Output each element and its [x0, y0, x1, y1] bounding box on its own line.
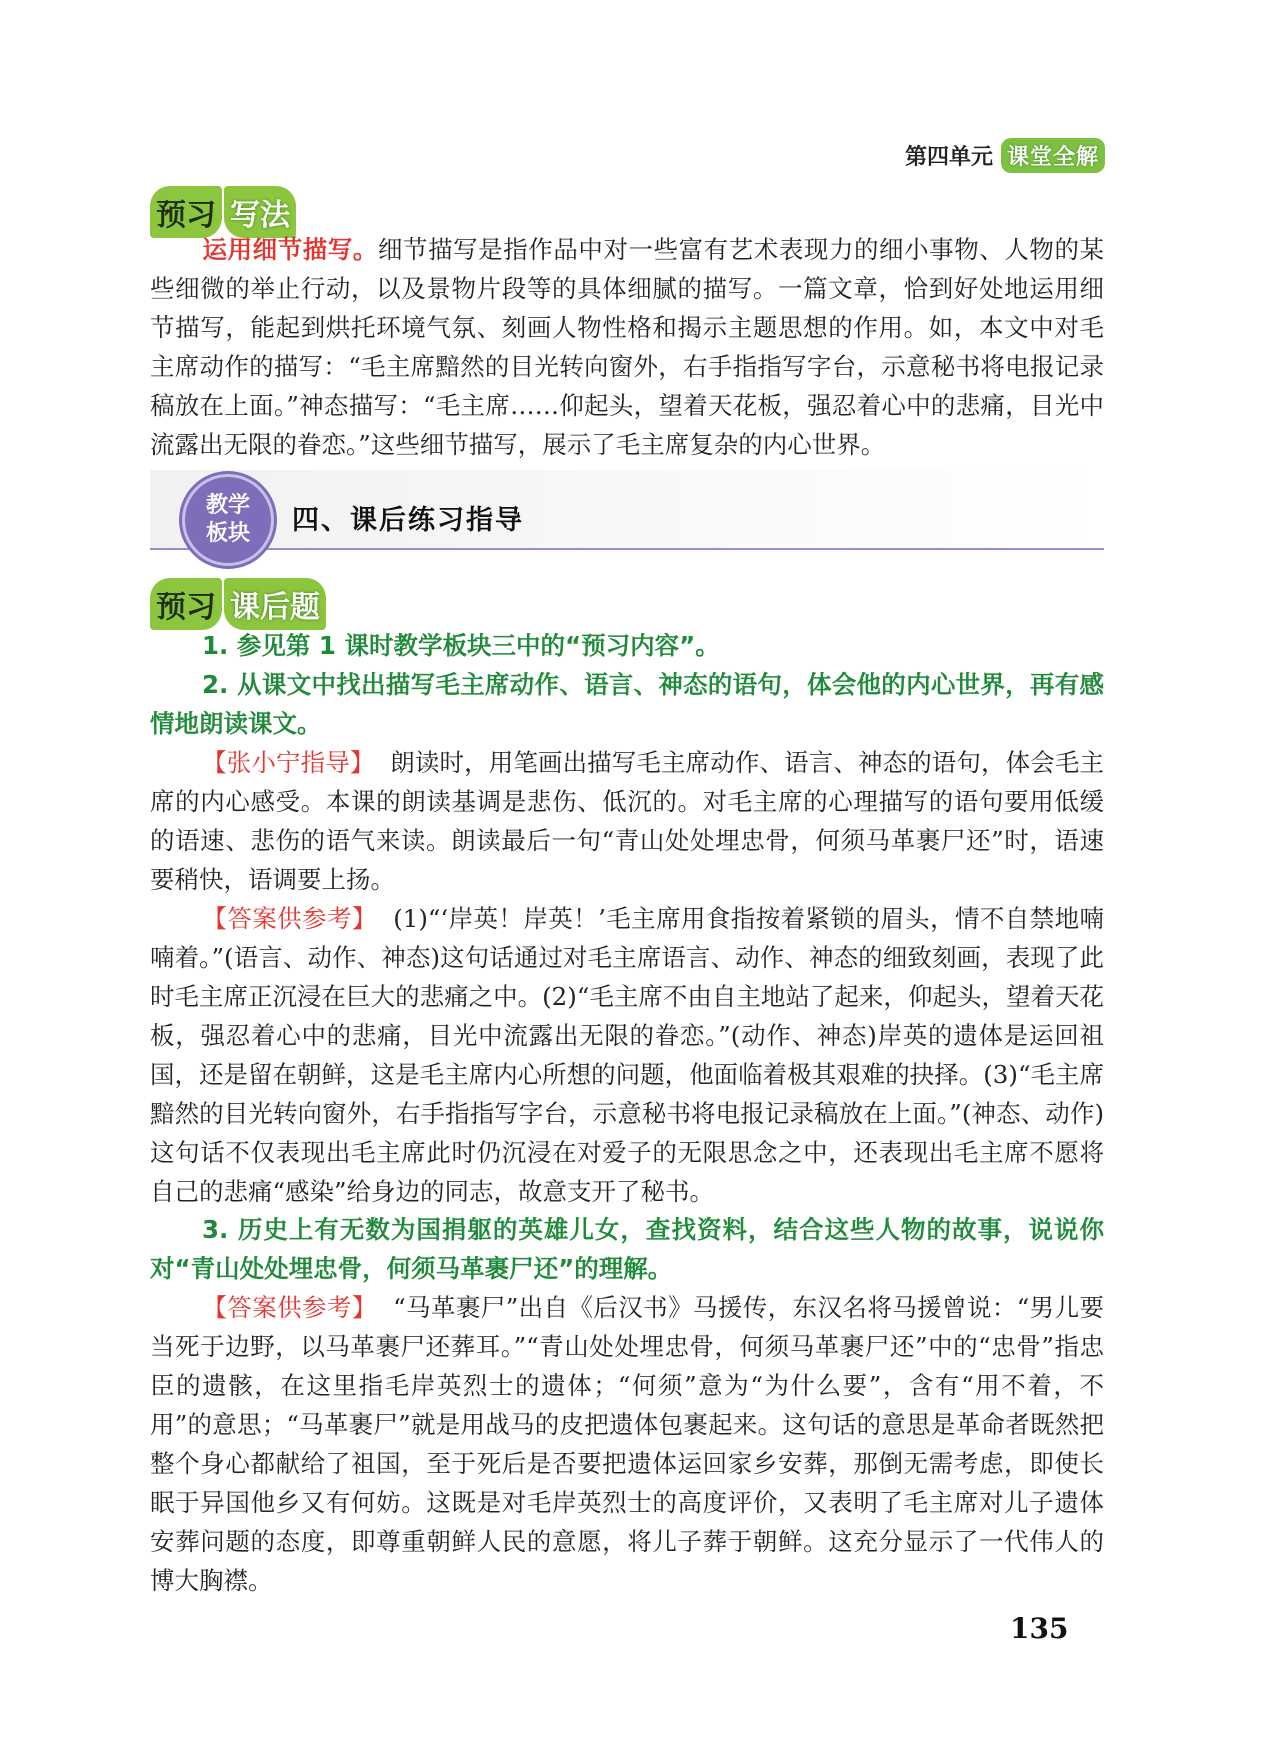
- question-3: 3. 历史上有无数为国捐躯的英雄儿女，查找资料，结合这些人物的故事，说说你对“青山处处埋忠骨，何须马革裹尸还”的理解。: [150, 1215, 1104, 1283]
- guide-tag: 【张小宁指导】: [202, 748, 375, 777]
- answer-3-text: “马革裹尸”出自《后汉书》马援传，东汉名将马援曾说：“男儿要当死于边野，以马革裹尸还葬耳。”“青山处处埋忠骨，何须马革裹尸还”中的“忠骨”指忠臣的遗骸，在这里指毛岸英烈士的遗体；“何须”意为“为什么要”，含有“用不着，不用”的意思；“马革裹尸”就是用战马的皮把遗体包裹起来。这句话的意思是革命者既然把整个身心都献给了祖国，至于死后是否要把遗体运回家乡安葬，那倒无需考虑，即使长眠于异国他乡又有何妨。这既是对毛岸英烈士的高度评价，又表明了毛主席对儿子遗体安葬问题的态度，即尊重朝鲜人民的意愿，将儿子葬于朝鲜。这充分显示了一代伟人的博大胸襟。: [150, 1293, 1104, 1595]
- question-1: 1. 参见第 1 课时教学板块三中的“预习内容”。: [202, 631, 720, 660]
- answer-2-paragraph: [150, 899, 1104, 1211]
- writing-paragraph: [150, 230, 1104, 464]
- unit-label: 第四单元: [905, 145, 994, 170]
- writing-body: 细节描写是指作品中对一些富有艺术表现力的细小事物、人物的某些细微的举止行动，以及景物片段等的具体细腻的描写。一篇文章，恰到好处地运用细节描写，能起到烘托环境气氛、刻画人物性格和揭示主题思想的作用。如，本文中对毛主席动作的描写：“毛主席黯然的目光转向窗外，右手指指写字台，示意秘书将电报记录稿放在上面。”神态描写：“毛主席……仰起头，望着天花板，强忍着心中的悲痛，目光中流露出无限的眷恋。”这些细节描写，展示了毛主席复杂的内心世界。: [150, 235, 1105, 459]
- section-title-light: 课后题: [224, 578, 326, 630]
- answer-2-text: (1)“‘岸英！岸英！’毛主席用食指按着紧锁的眉头，情不自禁地喃喃着。”(语言、动作、神态)这句话通过对毛主席语言、动作、神态的细致刻画，表现了此时毛主席正沉浸在巨大的悲痛之中。(2)“毛主席不由自主地站了起来，仰起头，望着天花板，强忍着心中的悲痛，目光中流露出无限的眷恋。”(动作、神态)岸英的遗体是运回祖国，还是留在朝鲜，这是毛主席内心所想的问题，他面临着极其艰难的抉择。(3)“毛主席黯然的目光转向窗外，右手指指写字台，示意秘书将电报记录稿放在上面。”(神态、动作)这句话不仅表现出毛主席此时仍沉浸在对爱子的无限思念之中，还表现出毛主席不愿将自己的悲痛“感染”给身边的同志，故意支开了秘书。: [150, 904, 1105, 1206]
- teaching-block-badge: [182, 474, 274, 566]
- badge-line-1: 教学: [205, 493, 250, 518]
- section-title-dark: 预习: [150, 186, 222, 238]
- guide-text: 朗读时，用笔画出描写毛主席动作、语言、神态的语句，体会毛主席的内心感受。本课的朗读基调是悲伤、低沉的。对毛主席的心理描写的语句要用低缓的语速、悲伤的语气来读。朗读最后一句“青山处处埋忠骨，何须马革裹尸还”时，语速要稍快，语调要上扬。: [150, 748, 1105, 894]
- teaching-block-title: 四、课后练习指导: [292, 505, 524, 536]
- page-number: 135: [1010, 1612, 1069, 1645]
- answer-tag: 【答案供参考】: [202, 1293, 377, 1322]
- answer-3-paragraph: [150, 1288, 1104, 1600]
- writing-lead: 运用细节描写。: [202, 235, 378, 264]
- answer-tag: 【答案供参考】: [202, 904, 377, 933]
- unit-header: [905, 138, 1105, 173]
- section-title-light: 写法: [224, 186, 296, 238]
- guide-paragraph: [150, 743, 1104, 899]
- section-title-dark: 预习: [150, 578, 222, 630]
- badge-line-2: 板块: [205, 521, 250, 546]
- unit-badge: 课堂全解: [1001, 138, 1105, 173]
- section-title-exercises: [150, 578, 326, 630]
- question-2: 2. 从课文中找出描写毛主席动作、语言、神态的语句，体会他的内心世界，再有感情地朗读课文。: [150, 670, 1104, 738]
